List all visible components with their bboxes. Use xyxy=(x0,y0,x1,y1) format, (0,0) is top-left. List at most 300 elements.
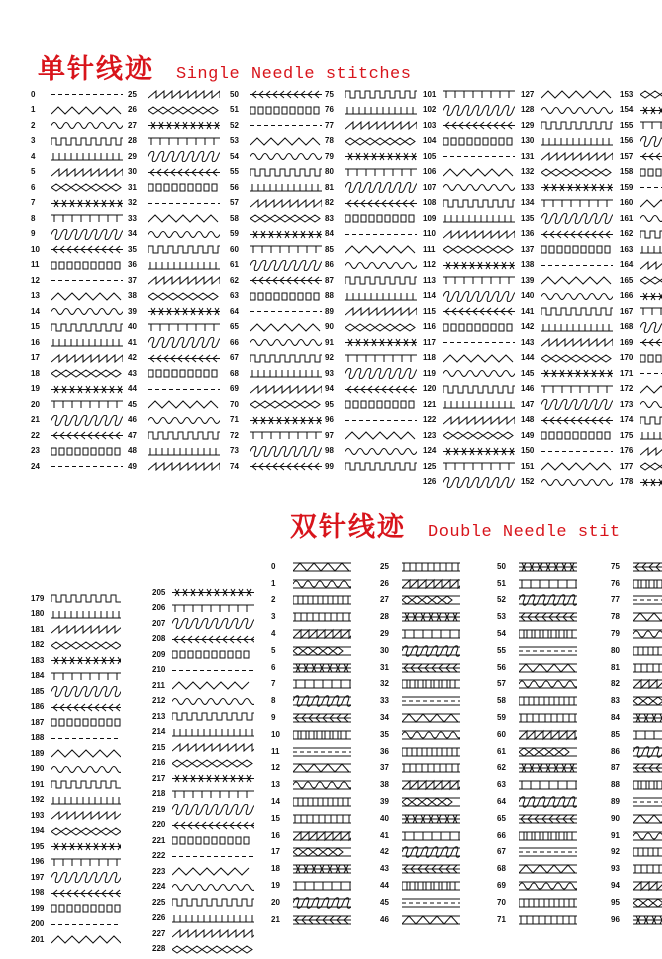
stitch-number: 213 xyxy=(152,711,166,721)
stitch-sample-icon xyxy=(541,244,613,255)
stitch-number: 92 xyxy=(325,353,334,363)
stitch-sample-icon xyxy=(402,611,460,623)
stitch-number: 90 xyxy=(325,322,334,332)
stitch-number: 132 xyxy=(521,167,535,177)
stitch-row xyxy=(271,877,351,894)
stitch-row xyxy=(497,726,577,743)
stitch-sample-icon xyxy=(443,430,515,441)
stitch-sample-icon xyxy=(519,695,577,707)
stitch-sample-icon xyxy=(293,678,351,690)
single-needle-column xyxy=(423,86,515,489)
stitch-number: 75 xyxy=(611,561,620,571)
stitch-sample-icon xyxy=(519,578,577,590)
stitch-row xyxy=(497,793,577,810)
stitch-sample-icon xyxy=(250,229,322,240)
stitch-sample-icon xyxy=(148,337,220,348)
stitch-sample-icon xyxy=(51,748,121,759)
stitch-number: 11 xyxy=(271,746,280,756)
stitch-sample-icon xyxy=(443,353,515,364)
stitch-number: 2 xyxy=(31,120,36,130)
stitch-sample-icon xyxy=(519,662,577,674)
stitch-sample-icon xyxy=(541,213,613,224)
stitch-row xyxy=(611,844,662,861)
stitch-sample-icon xyxy=(633,746,662,758)
stitch-number: 138 xyxy=(521,260,535,270)
stitch-sample-icon xyxy=(250,105,322,116)
stitch-row xyxy=(611,575,662,592)
stitch-number: 64 xyxy=(497,796,506,806)
stitch-number: 43 xyxy=(380,864,389,874)
stitch-row xyxy=(620,241,662,257)
stitch-sample-icon xyxy=(443,136,515,147)
stitch-number: 135 xyxy=(521,213,535,223)
stitch-number: 174 xyxy=(620,415,634,425)
stitch-number: 17 xyxy=(31,353,40,363)
stitch-number: 195 xyxy=(31,841,45,851)
stitch-number: 49 xyxy=(128,461,137,471)
stitch-number: 13 xyxy=(31,291,40,301)
stitch-row xyxy=(620,272,662,288)
stitch-sample-icon xyxy=(541,461,613,472)
stitch-row xyxy=(521,210,613,226)
stitch-number: 185 xyxy=(31,686,45,696)
stitch-number: 155 xyxy=(620,120,634,130)
stitch-sample-icon xyxy=(541,198,613,209)
stitch-row xyxy=(325,303,417,319)
stitch-sample-icon xyxy=(250,275,322,286)
stitch-row xyxy=(152,894,254,910)
stitch-number: 222 xyxy=(152,851,166,861)
stitch-number: 103 xyxy=(423,120,437,130)
stitch-number: 42 xyxy=(128,353,137,363)
single-needle-column xyxy=(128,86,220,474)
stitch-row xyxy=(497,776,577,793)
stitch-row xyxy=(620,350,662,366)
stitch-number: 54 xyxy=(230,151,239,161)
stitch-row xyxy=(128,443,220,459)
stitch-number: 93 xyxy=(325,368,334,378)
stitch-row xyxy=(230,148,322,164)
stitch-row xyxy=(521,272,613,288)
stitch-row xyxy=(620,102,662,118)
stitch-sample-icon xyxy=(293,695,351,707)
stitch-number: 120 xyxy=(423,384,437,394)
stitch-number: 217 xyxy=(152,773,166,783)
stitch-number: 37 xyxy=(380,763,389,773)
stitch-row xyxy=(128,210,220,226)
stitch-row xyxy=(380,676,460,693)
stitch-number: 28 xyxy=(380,612,389,622)
stitch-row xyxy=(380,743,460,760)
stitch-number: 38 xyxy=(380,780,389,790)
stitch-sample-icon xyxy=(402,678,460,690)
stitch-number: 33 xyxy=(128,213,137,223)
stitch-row xyxy=(611,608,662,625)
stitch-row xyxy=(271,827,351,844)
stitch-sample-icon xyxy=(402,796,460,808)
stitch-row xyxy=(380,659,460,676)
stitch-sample-icon xyxy=(345,306,417,317)
stitch-sample-icon xyxy=(172,835,254,846)
stitch-sample-icon xyxy=(633,695,662,707)
stitch-row xyxy=(31,210,123,226)
stitch-number: 17 xyxy=(271,847,280,857)
stitch-sample-icon xyxy=(51,229,123,240)
stitch-sample-icon xyxy=(633,712,662,724)
stitch-row xyxy=(31,195,123,211)
stitch-row xyxy=(230,443,322,459)
stitch-number: 30 xyxy=(128,167,137,177)
stitch-sample-icon xyxy=(51,872,121,883)
stitch-sample-icon xyxy=(443,384,515,395)
stitch-row xyxy=(423,350,515,366)
stitch-sample-icon xyxy=(51,888,121,899)
stitch-sample-icon xyxy=(172,928,254,939)
stitch-number: 146 xyxy=(521,384,535,394)
stitch-sample-icon xyxy=(541,151,613,162)
stitch-row xyxy=(271,592,351,609)
stitch-row xyxy=(271,692,351,709)
stitch-number: 71 xyxy=(497,914,506,924)
stitch-sample-icon xyxy=(640,89,662,100)
stitch-sample-icon xyxy=(148,260,220,271)
stitch-row xyxy=(521,148,613,164)
stitch-number: 15 xyxy=(31,322,40,332)
stitch-number: 21 xyxy=(271,914,280,924)
stitch-row xyxy=(423,412,515,428)
stitch-row xyxy=(325,195,417,211)
stitch-row xyxy=(620,117,662,133)
stitch-row xyxy=(31,427,123,443)
stitch-sample-icon xyxy=(633,914,662,926)
stitch-number: 88 xyxy=(611,780,620,790)
stitch-row xyxy=(380,810,460,827)
stitch-row xyxy=(497,625,577,642)
stitch-row xyxy=(380,911,460,928)
stitch-row xyxy=(521,133,613,149)
stitch-sample-icon xyxy=(541,384,613,395)
stitch-sample-icon xyxy=(148,353,220,364)
stitch-row xyxy=(497,894,577,911)
stitch-number: 81 xyxy=(611,662,620,672)
stitch-row xyxy=(423,241,515,257)
stitch-number: 14 xyxy=(31,306,40,316)
stitch-row xyxy=(31,381,123,397)
stitch-row xyxy=(497,844,577,861)
stitch-row xyxy=(230,272,322,288)
stitch-row xyxy=(31,714,121,730)
stitch-number: 200 xyxy=(31,919,45,929)
stitch-row xyxy=(230,334,322,350)
stitch-number: 9 xyxy=(31,229,36,239)
stitch-number: 69 xyxy=(230,384,239,394)
stitch-number: 24 xyxy=(31,461,40,471)
stitch-row xyxy=(271,608,351,625)
stitch-number: 193 xyxy=(31,810,45,820)
stitch-number: 90 xyxy=(611,813,620,823)
stitch-sample-icon xyxy=(51,624,121,635)
stitch-row xyxy=(325,365,417,381)
stitch-number: 95 xyxy=(611,897,620,907)
stitch-sample-icon xyxy=(51,105,123,116)
stitch-number: 221 xyxy=(152,835,166,845)
stitch-number: 127 xyxy=(521,89,535,99)
stitch-row xyxy=(497,558,577,575)
stitch-number: 224 xyxy=(152,882,166,892)
stitch-number: 9 xyxy=(271,712,276,722)
stitch-row xyxy=(31,823,121,839)
stitch-number: 129 xyxy=(521,120,535,130)
stitch-sample-icon xyxy=(640,136,662,147)
stitch-row xyxy=(128,179,220,195)
stitch-number: 7 xyxy=(271,679,276,689)
stitch-row xyxy=(521,319,613,335)
stitch-row xyxy=(380,776,460,793)
stitch-number: 65 xyxy=(230,322,239,332)
stitch-number: 170 xyxy=(620,353,634,363)
stitch-number: 66 xyxy=(230,337,239,347)
stitch-row xyxy=(271,911,351,928)
stitch-row xyxy=(31,288,123,304)
stitch-sample-icon xyxy=(541,275,613,286)
stitch-sample-icon xyxy=(443,275,515,286)
stitch-row xyxy=(611,659,662,676)
stitch-sample-icon xyxy=(148,430,220,441)
single-needle-title-cn: 单针线迹 xyxy=(38,54,154,85)
stitch-row xyxy=(380,625,460,642)
stitch-row xyxy=(325,86,417,102)
stitch-number: 44 xyxy=(128,384,137,394)
stitch-row xyxy=(423,257,515,273)
stitch-row xyxy=(31,303,123,319)
stitch-row xyxy=(325,179,417,195)
stitch-sample-icon xyxy=(640,477,662,488)
stitch-sample-icon xyxy=(148,89,220,100)
stitch-row xyxy=(521,288,613,304)
stitch-sample-icon xyxy=(51,151,123,162)
stitch-number: 63 xyxy=(230,291,239,301)
stitch-row xyxy=(230,257,322,273)
stitch-sample-icon xyxy=(402,863,460,875)
stitch-sample-icon xyxy=(443,198,515,209)
stitch-row xyxy=(230,179,322,195)
stitch-row xyxy=(620,226,662,242)
stitch-number: 150 xyxy=(521,446,535,456)
stitch-number: 165 xyxy=(620,275,634,285)
stitch-sample-icon xyxy=(345,105,417,116)
stitch-sample-icon xyxy=(51,640,121,651)
stitch-sample-icon xyxy=(250,167,322,178)
stitch-sample-icon xyxy=(148,244,220,255)
stitch-number: 8 xyxy=(31,213,36,223)
stitch-number: 25 xyxy=(380,561,389,571)
stitch-sample-icon xyxy=(640,430,662,441)
stitch-row xyxy=(521,365,613,381)
stitch-number: 180 xyxy=(31,609,45,619)
stitch-sample-icon xyxy=(148,229,220,240)
stitch-row xyxy=(620,257,662,273)
stitch-row xyxy=(611,692,662,709)
stitch-sample-icon xyxy=(519,762,577,774)
stitch-number: 112 xyxy=(423,260,436,270)
stitch-sample-icon xyxy=(172,649,254,660)
stitch-row xyxy=(128,226,220,242)
stitch-sample-icon xyxy=(402,897,460,909)
stitch-sample-icon xyxy=(541,322,613,333)
stitch-sample-icon xyxy=(443,322,515,333)
stitch-sample-icon xyxy=(293,863,351,875)
stitch-number: 34 xyxy=(128,229,137,239)
stitch-row xyxy=(31,396,123,412)
stitch-number: 176 xyxy=(620,446,634,456)
stitch-row xyxy=(31,761,121,777)
stitch-row xyxy=(325,226,417,242)
stitch-row xyxy=(497,760,577,777)
stitch-row xyxy=(325,443,417,459)
stitch-number: 13 xyxy=(271,780,280,790)
stitch-row xyxy=(380,692,460,709)
stitch-number: 182 xyxy=(31,640,45,650)
stitch-number: 18 xyxy=(31,368,40,378)
stitch-row xyxy=(423,303,515,319)
stitch-number: 160 xyxy=(620,198,634,208)
stitch-number: 114 xyxy=(423,291,436,301)
stitch-number: 85 xyxy=(325,244,334,254)
stitch-sample-icon xyxy=(293,578,351,590)
stitch-sample-icon xyxy=(293,762,351,774)
stitch-sample-icon xyxy=(633,796,662,808)
stitch-sample-icon xyxy=(541,182,613,193)
stitch-row xyxy=(128,365,220,381)
stitch-number: 29 xyxy=(128,151,137,161)
stitch-sample-icon xyxy=(172,665,254,676)
double-needle-column xyxy=(271,558,351,928)
stitch-sample-icon xyxy=(51,671,121,682)
stitch-number: 60 xyxy=(497,729,506,739)
stitch-sample-icon xyxy=(250,89,322,100)
stitch-row xyxy=(271,625,351,642)
stitch-row xyxy=(31,668,121,684)
stitch-number: 34 xyxy=(380,712,389,722)
stitch-number: 79 xyxy=(611,628,620,638)
stitch-row xyxy=(31,931,121,947)
stitch-row xyxy=(128,412,220,428)
stitch-sample-icon xyxy=(640,229,662,240)
stitch-number: 88 xyxy=(325,291,334,301)
stitch-sample-icon xyxy=(51,182,123,193)
stitch-row xyxy=(31,699,121,715)
stitch-row xyxy=(611,776,662,793)
stitch-number: 66 xyxy=(497,830,506,840)
stitch-sample-icon xyxy=(148,306,220,317)
stitch-sample-icon xyxy=(148,120,220,131)
stitch-number: 6 xyxy=(271,662,276,672)
stitch-sample-icon xyxy=(519,729,577,741)
stitch-sample-icon xyxy=(345,446,417,457)
stitch-sample-icon xyxy=(51,764,121,775)
stitch-number: 142 xyxy=(521,322,535,332)
stitch-number: 31 xyxy=(380,662,389,672)
stitch-number: 183 xyxy=(31,655,45,665)
stitch-row xyxy=(521,164,613,180)
stitch-sample-icon xyxy=(293,628,351,640)
stitch-sample-icon xyxy=(541,368,613,379)
stitch-row xyxy=(521,350,613,366)
stitch-number: 44 xyxy=(380,880,389,890)
stitch-row xyxy=(423,288,515,304)
stitch-sample-icon xyxy=(172,866,254,877)
stitch-number: 27 xyxy=(128,120,137,130)
stitch-row xyxy=(230,210,322,226)
stitch-number: 123 xyxy=(423,430,437,440)
stitch-number: 57 xyxy=(497,679,506,689)
stitch-sample-icon xyxy=(633,662,662,674)
stitch-number: 1 xyxy=(31,105,36,115)
stitch-row xyxy=(128,334,220,350)
stitch-row xyxy=(271,810,351,827)
stitch-sample-icon xyxy=(633,897,662,909)
stitch-row xyxy=(31,838,121,854)
stitch-row xyxy=(611,793,662,810)
stitch-sample-icon xyxy=(633,863,662,875)
stitch-row xyxy=(423,381,515,397)
stitch-number: 78 xyxy=(611,612,620,622)
stitch-number: 175 xyxy=(620,430,634,440)
stitch-sample-icon xyxy=(148,415,220,426)
stitch-number: 51 xyxy=(230,105,239,115)
stitch-sample-icon xyxy=(640,415,662,426)
stitch-sample-icon xyxy=(345,461,417,472)
stitch-row xyxy=(128,117,220,133)
stitch-row xyxy=(497,592,577,609)
stitch-number: 45 xyxy=(128,399,137,409)
stitch-sample-icon xyxy=(293,897,351,909)
stitch-number: 99 xyxy=(325,461,334,471)
stitch-sample-icon xyxy=(51,593,121,604)
stitch-number: 31 xyxy=(128,182,137,192)
stitch-row xyxy=(31,272,123,288)
stitch-sample-icon xyxy=(250,213,322,224)
stitch-row xyxy=(271,659,351,676)
stitch-sample-icon xyxy=(519,746,577,758)
stitch-row xyxy=(620,319,662,335)
stitch-number: 0 xyxy=(271,561,276,571)
stitch-row xyxy=(325,148,417,164)
stitch-number: 83 xyxy=(611,696,620,706)
stitch-sample-icon xyxy=(519,678,577,690)
stitch-row xyxy=(497,575,577,592)
stitch-number: 74 xyxy=(230,461,239,471)
stitch-row xyxy=(497,608,577,625)
stitch-number: 166 xyxy=(620,291,634,301)
stitch-sample-icon xyxy=(172,696,254,707)
stitch-number: 40 xyxy=(128,322,137,332)
stitch-number: 64 xyxy=(230,306,239,316)
stitch-number: 58 xyxy=(230,213,239,223)
stitch-sample-icon xyxy=(293,846,351,858)
stitch-sample-icon xyxy=(640,291,662,302)
stitch-row xyxy=(152,925,254,941)
stitch-row xyxy=(128,257,220,273)
stitch-number: 199 xyxy=(31,903,45,913)
stitch-row xyxy=(380,575,460,592)
stitch-sample-icon xyxy=(640,337,662,348)
stitch-number: 76 xyxy=(325,105,334,115)
stitch-sample-icon xyxy=(148,198,220,209)
stitch-number: 122 xyxy=(423,415,437,425)
stitch-number: 207 xyxy=(152,618,166,628)
stitch-sample-icon xyxy=(148,213,220,224)
